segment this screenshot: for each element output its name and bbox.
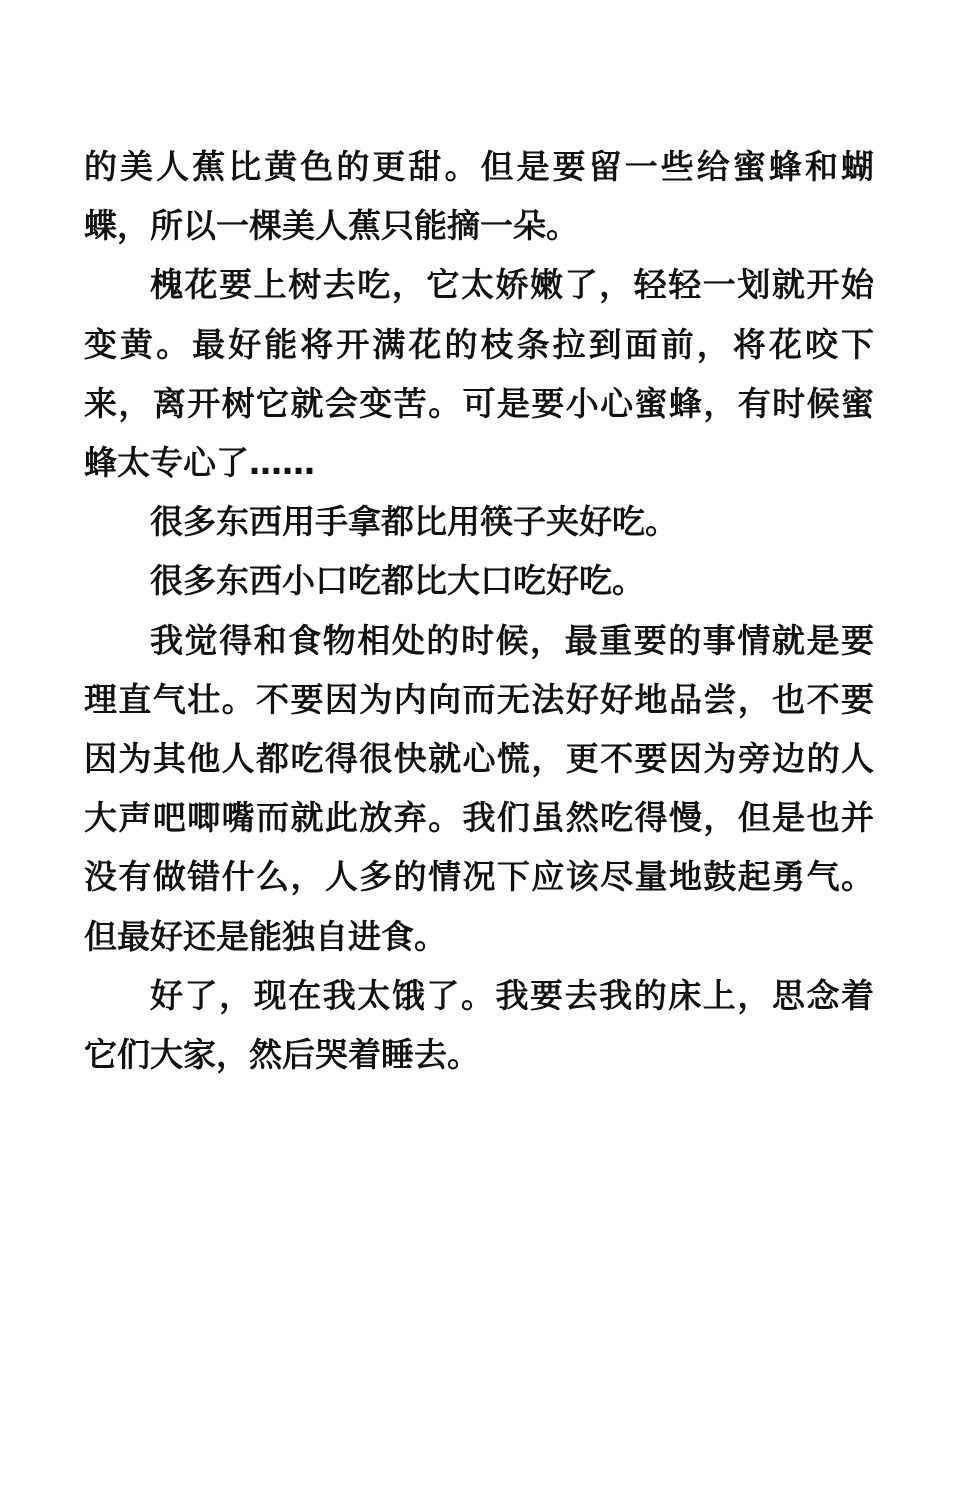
- paragraph-ending: 好了，现在我太饿了。我要去我的床上，思念着它们大家，然后哭着睡去。: [84, 975, 874, 1075]
- paragraph-small-bites: 很多东西小口吃都比大口吃好吃。: [150, 561, 645, 601]
- paragraph-hands: 很多东西用手拿都比用筷子夹好吃。: [150, 502, 678, 542]
- paragraph-locust-flower: 槐花要上树去吃，它太娇嫩了，轻轻一划就开始变黄。最好能将开满花的枝条拉到面前，将花咬下来，离开树它就会变苦。可是要小心蜜蜂，有时候蜜蜂太专心了……: [84, 265, 874, 483]
- body-text: [84, 137, 874, 1084]
- paragraph-confidence: 我觉得和食物相处的时候，最重要的事情就是要理直气壮。不要因为内向而无法好好地品尝，也不要因为其他人都吃得很快就心慌，更不要因为旁边的人大声吧唧嘴而就此放弃。我们虽然吃得慢，但是也并没有做错什么，人多的情况下应该尽量地鼓起勇气。但最好还是能独自进食。: [84, 620, 874, 956]
- paragraph-continued: 的美人蕉比黄色的更甜。但是要留一些给蜜蜂和蝴蝶，所以一棵美人蕉只能摘一朵。: [84, 147, 874, 246]
